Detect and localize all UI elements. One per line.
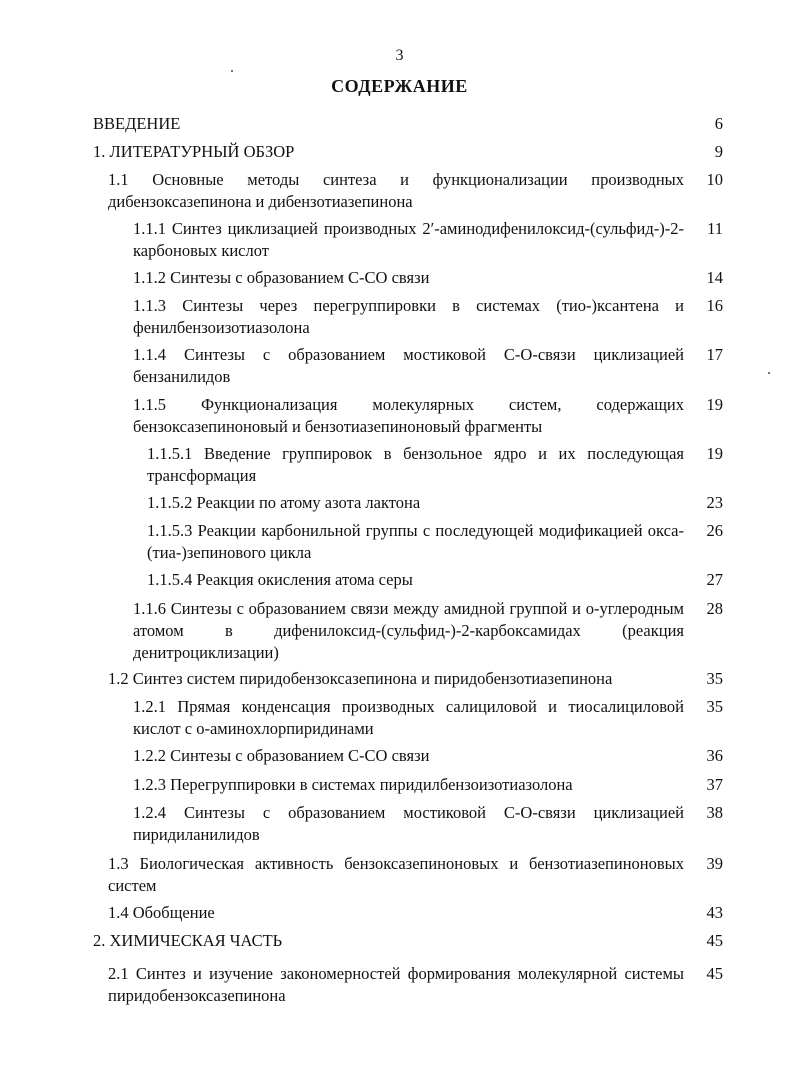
toc-entry-title: 2. ХИМИЧЕСКАЯ ЧАСТЬ bbox=[93, 931, 283, 950]
toc-entry-page: 23 bbox=[706, 493, 723, 512]
scan-speck bbox=[768, 372, 770, 374]
toc-entry-page: 6 bbox=[714, 114, 723, 133]
toc-entry-page: 45 bbox=[706, 964, 723, 983]
toc-entry-title: 1.1.5.4 Реакция окисления атома серы bbox=[147, 570, 413, 589]
toc-entry-title: 1.1.6 Синтезы с образованием связи между амидной группой и o-углеродным атомом в дифенилоксид-(сульфид-)-2-карбоксамидах (реакция денитроциклизации) bbox=[133, 599, 684, 662]
toc-entry-title: 1.1.5 Функционализация молекулярных систем, содержащих бензоксазепиноновый и бензотиазепиноновый фрагменты bbox=[133, 395, 684, 436]
toc-entry-page: 11 bbox=[707, 219, 723, 238]
toc-entry-page: 9 bbox=[714, 142, 723, 161]
toc-entry-page: 14 bbox=[706, 268, 723, 287]
toc-entry-page: 26 bbox=[706, 521, 723, 540]
toc-entry-title: 1.2 Синтез систем пиридобензоксазепинона и пиридобензотиазепинона bbox=[108, 669, 613, 688]
toc-entry-page: 45 bbox=[706, 931, 723, 950]
toc-entry-title: 1.1 Основные методы синтеза и функционализации производных дибензоксазепинона и дибензотиазепинона bbox=[108, 170, 684, 211]
scan-speck bbox=[231, 70, 233, 72]
toc-entry-page: 28 bbox=[706, 599, 723, 618]
toc-entry-title: 1.1.5.3 Реакции карбонильной группы с последующей модификацией окса-(тиа-)зепинового цикла bbox=[147, 521, 684, 562]
toc-entry-title: 1.1.5.2 Реакции по атому азота лактона bbox=[147, 493, 421, 512]
page-number: 3 bbox=[395, 47, 404, 64]
toc-entry-title: 1.3 Биологическая активность бензоксазепиноновых и бензотиазепиноновых систем bbox=[108, 854, 684, 895]
toc-entry-title: 2.1 Синтез и изучение закономерностей формирования молекулярной системы пиридобензоксазепинона bbox=[108, 964, 684, 1005]
toc-entry-title: 1.1.4 Синтезы с образованием мостиковой C-O-связи циклизацией бензанилидов bbox=[133, 345, 684, 386]
page-title: СОДЕРЖАНИЕ bbox=[331, 76, 468, 96]
toc-entry-title: 1.2.4 Синтезы с образованием мостиковой C-O-связи циклизацией пиридиланилидов bbox=[133, 803, 684, 844]
toc-entry-title: 1.1.5.1 Введение группировок в бензольное ядро и их последующая трансформация bbox=[147, 444, 684, 485]
toc-entry-page: 37 bbox=[706, 775, 723, 794]
toc-entry-page: 17 bbox=[706, 345, 723, 364]
toc-entry-page: 10 bbox=[706, 170, 723, 189]
toc-entry-title: 1.2.2 Синтезы с образованием C-CO связи bbox=[133, 746, 430, 765]
toc-entry-page: 27 bbox=[706, 570, 723, 589]
toc-entry-page: 35 bbox=[706, 669, 723, 688]
toc-entry-page: 38 bbox=[706, 803, 723, 822]
toc-entry-title: ВВЕДЕНИЕ bbox=[93, 114, 181, 133]
toc-entry-page: 39 bbox=[706, 854, 723, 873]
toc-entry-title: 1.4 Обобщение bbox=[108, 903, 215, 922]
toc-entry-page: 16 bbox=[706, 296, 723, 315]
toc-entry-title: 1.1.3 Синтезы через перегруппировки в системах (тио-)ксантена и фенилбензоизотиазолона bbox=[133, 296, 684, 337]
toc-entry-page: 35 bbox=[706, 697, 723, 716]
toc-entry-page: 19 bbox=[706, 395, 723, 414]
toc-entry-page: 19 bbox=[706, 444, 723, 463]
toc-entry-title: 1. ЛИТЕРАТУРНЫЙ ОБЗОР bbox=[93, 142, 295, 161]
toc-entry-page: 36 bbox=[706, 746, 723, 765]
toc-entry-title: 1.2.1 Прямая конденсация производных салициловой и тиосалициловой кислот с o-аминохлорпиридинами bbox=[133, 697, 684, 738]
toc-entry-title: 1.2.3 Перегруппировки в системах пиридилбензоизотиазолона bbox=[133, 775, 573, 794]
toc-entry-title: 1.1.1 Синтез циклизацией производных 2′-аминодифенилоксид-(сульфид-)-2-карбоновых кислот bbox=[133, 219, 684, 260]
toc-entry-title: 1.1.2 Синтезы с образованием C-CO связи bbox=[133, 268, 430, 287]
toc-entry-page: 43 bbox=[706, 903, 723, 922]
